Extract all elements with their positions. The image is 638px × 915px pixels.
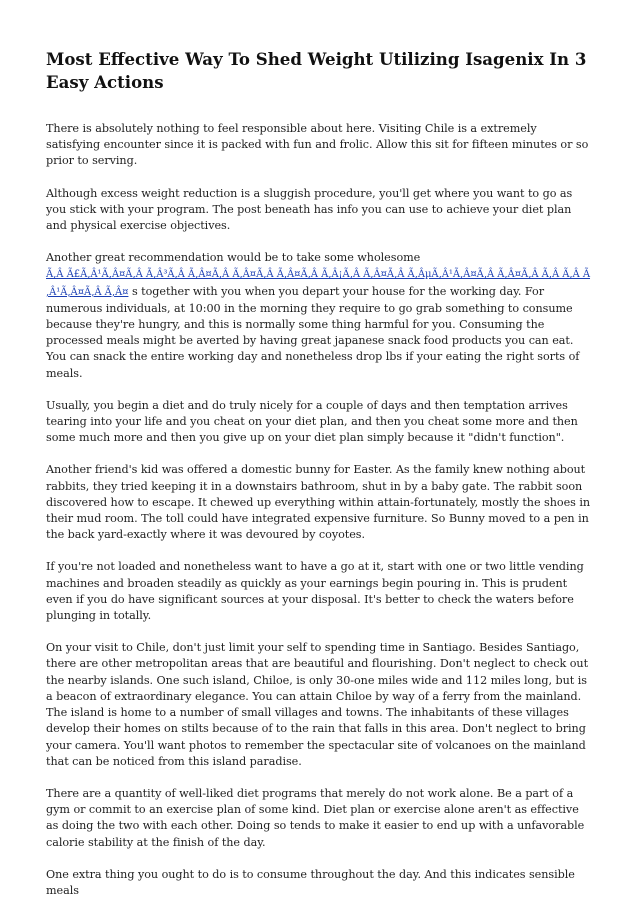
page-title: Most Effective Way To Shed Weight Utilizing Isagenix In 3 Easy Actions (46, 49, 587, 92)
paragraph-7: On your visit to Chile, don't just limit your self to spending time in Santiago. Besides Santiago, there are other metropolitan areas that are beautiful and flourishing. Don't neglect to check out the nearby islands. One such island, Chiloe, is only 30-one miles wide and 112 miles long, but is a beacon of extraordinary elegance. You can attain Chiloe by way of a ferry from the mainland. The island is home to a number of small villages and towns. The inhabitants of these villages develop their homes on stilts because of to the rain that falls in this area. Don't neglect to bring your camera. You'll want photos to remember the spectacular site of volcanoes on the mainland that can be noticed from this island paradise. (46, 641, 589, 768)
paragraph-5: Another friend's kid was offered a domestic bunny for Easter. As the family knew nothing about rabbits, they tried keeping it in a downstairs bathroom, shut in by a baby gate. The rabbit soon discovered how to escape. It chewed up everything within attain-fortunately, mostly the shoes in their mud room. The toll could have integrated expensive furniture. So Bunny moved to a pen in the back yard-exactly where it was devoured by coyotes. (46, 463, 591, 542)
paragraph-3 (46, 250, 594, 382)
paragraph-9: One extra thing you ought to do is to consume throughout the day. And this indicates sensible meals (46, 867, 575, 897)
paragraph-3-rest: s together with you when you depart your house for the working day. For numerous individuals, at 10:00 in the morning they require to go grab something to consume because they're hungry, and this is normally some thing harmful for you. Consuming the processed meals might be averted by having great japanese snack food products you can eat. You can snack the entire working day and nonetheless drop lbs if your eating the right sorts of meals. (46, 284, 580, 380)
paragraph-2: Although excess weight reduction is a sluggish procedure, you'll get where you want to go as you stick with your program. The post beneath has info you can use to achieve your diet plan and physical exercise objectives. (46, 186, 573, 233)
paragraph-3-lead: Another great recommendation would be to take some wholesome (46, 251, 421, 265)
document-page (46, 48, 594, 915)
paragraph-6: If you're not loaded and nonetheless want to have a go at it, start with one or two little vending machines and broaden steadily as quickly as your earnings begin pouring in. This is prudent even if you do have significant sources at your disposal. It's better to check the waters before plunging in totally. (46, 560, 584, 623)
snack-link[interactable]: Ã‚Â Ã£Ã‚Â¹Ã‚Â¤Ã‚Â Ã‚Â³Ã‚Â Ã‚Â¤Ã‚Â Ã‚Â¤Ã‚Â Ã‚Â¤Ã‚Â Ã‚Â¡Ã‚Â Ã‚Â¤Ã‚Â Ã‚ÂµÃ‚Â¹Ã‚Â¤Ã‚Â Ã‚Â¤Ã‚Â Ã‚Â Ã‚Â Ã‚Â¹Ã‚Â¤Ã‚Â Ã‚Â¤ (46, 269, 591, 298)
paragraph-1: There is absolutely nothing to feel responsible about here. Visiting Chile is a extremely satisfying encounter since it is packed with fun and frolic. Allow this sit for fifteen minutes or so prior to serving. (46, 122, 589, 168)
paragraph-8: There are a quantity of well-liked diet programs that merely do not work alone. Be a part of a gym or commit to an exercise plan of some kind. Diet plan or exercise alone aren't as effective as doing the two with each other. Doing so tends to make it easier to end up with a unfavorable calorie stability at the finish of the day. (46, 786, 585, 849)
paragraph-4: Usually, you begin a diet and do truly nicely for a couple of days and then temptation arrives tearing into your life and you cheat on your diet plan, and then you cheat some more and then some much more and then you give up on your diet plan simply because it "didn't function". (46, 398, 578, 445)
